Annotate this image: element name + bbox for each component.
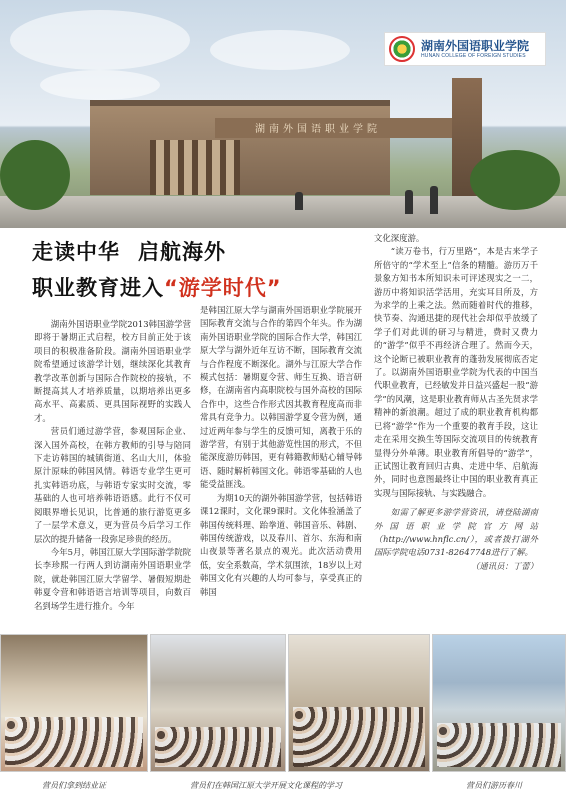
paragraph: “读万卷书，行万里路”，本是古来学子所倍守的“学术至上”信条的精髓。游历万千景象方知书本所知识未可评述现实之一二，游历中将知识活学活用，充实耳目所及，方为求学的上乘之法。然而随着时代的推移，快节奏、沟通迅捷的现代社会却似乎放缓了学子们对此训的研习与精进，费时又费力的“游学”似乎不再经济合理了。然而今天，这个论断已被职业教育的蓬勃发展彻底否定了。以湖南外国语职业学院为代表的中国当代职业教育，已经敏发并日益兴盛起一股“游学”的风潮，这是职业教育师从古圣先贤求学精神的新浪潮。超过了成的职业教育机构都已将“游学”作为一个重要的教育手段，这让走在采用交换生等国际交流项目的传统教育显得分外单薄。职业教育所倡导的“游学”，正试图让教育回归古典、走进中华、启航海外，同时也意图最终让中国的职业教育真正实现与国际接轨、与实践融合。 [374, 246, 538, 498]
campus-hero-photo [0, 0, 566, 228]
tree [470, 150, 560, 210]
photo-chuncheon [432, 634, 566, 772]
paragraph: 是韩国江原大学与湖南外国语职业学院展开国际教育交流与合作的第四个年头。作为湖南外国语职业学院的国际合作大学，韩国江原大学与湖外近年互访不断，国际教育交流与合作程度不断深化。湖外与江原大学合作模式包括：暑期夏令营、师生互换、语言研修，在湖南省内高职院校与国外高校的国际合作中，这些合作形式因其教育程度高而非常具有竞争力。以韩国游学夏令营为例，通过近两年参与学生的反馈可知，离教于乐的游学营，有别于其他游览性国的形式，不但能深度游历韩国，更有韩籍教师贴心辅导韩语、随时解析韩国文化。韩语零基础的人也能受益匪浅。 [200, 305, 362, 490]
headline-emphasis: “游学时代” [164, 276, 282, 300]
photo-classroom [288, 634, 430, 772]
headline-part-2: 启航海外 [138, 240, 226, 264]
campus-road [0, 196, 566, 228]
paragraph: 湖南外国语职业学院2013韩国游学营即将于暑期正式启程，校方目前正处于该项目的积极准备阶段。湖南外国语职业学院希望通过该游学计划，继续深化其教育教学改革创新与国际合作院校的接轨，不断提高其人才培养质量，以期培养出更多高水平、高素质、更具国际视野的实践人才。 [34, 319, 191, 423]
paragraph: 为期10天的湖外韩国游学营，包括韩语课12课时，文化课9课时。文化体验涵盖了韩国传统料理、跆拳道、韩国音乐、韩剧、韩国传统游戏，以及春川、首尔、东海和南山夜景等著名景点的观光。此次活动费用低，安全系数高，学术氛围浓，18岁以上对韩国文化有兴趣的人均可参与，享受真正的韩国 [200, 492, 362, 597]
paragraph: 今年5月，韩国江原大学国际游学院院长李珍熙一行两人到访湖南外国语职业学院，就赴韩国江原大学留学、暑假短期赴韩夏令营和韩语语言培训等项目，向数百名到场学生进行推介。今年 [34, 546, 191, 611]
campus-building [90, 100, 390, 195]
college-name-cn: 湖南外国语职业学院 [421, 38, 530, 53]
photo-campus-group [150, 634, 286, 772]
photo-captions [0, 776, 566, 796]
college-emblem-icon [389, 36, 415, 62]
paragraph: 文化深度游。 [374, 233, 425, 243]
student-figure [405, 190, 413, 214]
college-name-en: HUNAN COLLEGE OF FOREIGN STUDIES [421, 52, 526, 59]
headline-part-3: 职业教育进入 [32, 276, 164, 300]
photo-caption-3: 营员们游历春川 [466, 781, 522, 790]
article-column-3 [374, 232, 538, 573]
contact-info [374, 506, 538, 573]
student-figure [430, 186, 438, 214]
student-figure [295, 192, 303, 210]
headline-part-1: 走读中华 [32, 240, 120, 264]
contact-text: 如需了解更多游学营资讯，请登陆湖南外国语职业学院官方网站（http://www.hnflc.cn/），或者拨打湖外国际学院电话0731-82647748进行了解。 [374, 507, 538, 558]
college-logo [384, 32, 546, 66]
tree [0, 140, 70, 210]
photo-caption-2: 营员们在韩国江原大学开展文化课程的学习 [190, 781, 342, 790]
photo-certificates [0, 634, 148, 772]
paragraph: 营员们通过游学营，参观国际企业、深入国外高校，在韩方教师的引导与陪同下走访韩国的城镇街道、名山大川，体验原汁原味的韩国风情。韩语专业学生更可扎实韩语功底，与韩语专家实时交流，零基础的人也可培养韩语语感。此行不仅可阅眼界增长见识，比普通的旅行游览更多了一层学术意义，更为营员今后学习工作层次的提升储备一段弥足珍贵的经历。 [34, 426, 191, 544]
article-column-1 [34, 318, 191, 613]
building-columns [150, 140, 240, 195]
gate-sign: 湖南外国语职业学院 [255, 124, 381, 135]
reporter-credit: （通讯员：丁蕾） [471, 560, 538, 571]
article-headline [32, 236, 332, 302]
article-column-2 [200, 304, 362, 599]
photo-caption-1: 营员们拿到结业证 [42, 781, 106, 790]
